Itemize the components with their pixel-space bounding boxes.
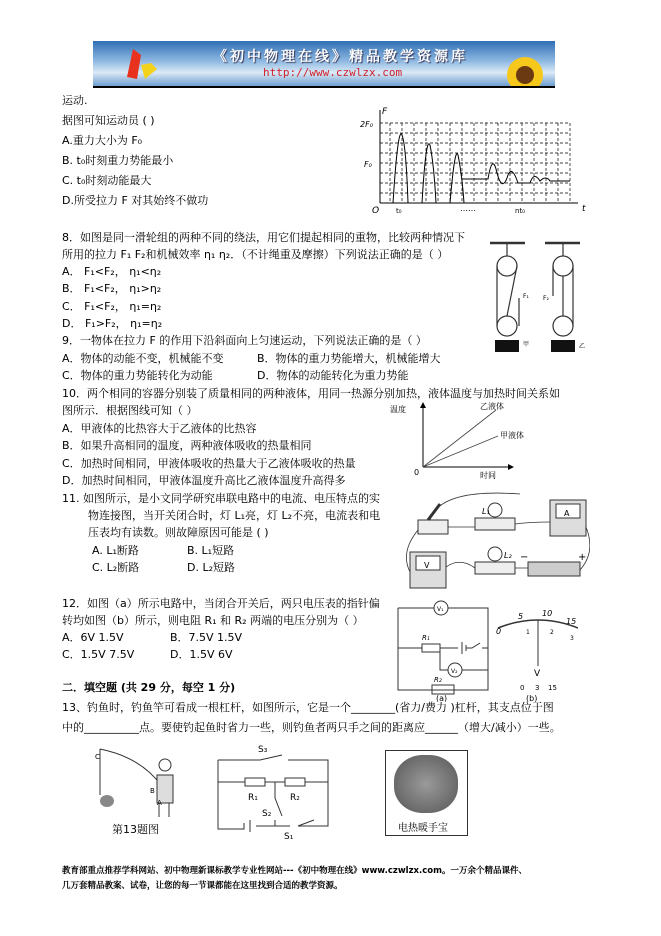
x-tick-nt0: nt₀ [515,207,525,215]
q11-stem-1: 11. 如图所示，是小文同学研究串联电路中的电流、电压特点的实 [62,492,380,505]
q7-option-c: C. t₀时刻动能最大 [62,174,152,187]
voltmeter-label: V [424,561,430,570]
q11-stem-3: 压表均有读数。则故障原因可能是 ( ) [88,526,269,539]
q9-stem: 9．一物体在拉力 F 的作用下沿斜面向上匀速运动，下列说法正确的是（ ） [62,334,427,347]
pulley-figure [485,238,595,356]
footer-line-2: 几万套精品教案、试卷，让您的每一节课都能在这里找到合适的教学资源。 [62,881,343,891]
y-tick-f0: F₀ [364,160,372,169]
q11-option-a: A. L₁断路 [92,544,139,557]
f2-label: F₂ [543,295,549,302]
q7-stem: 据图可知运动员 ( ) [62,114,155,127]
q8-stem-2: 所用的拉力 F₁ F₂和机械效率 η₁ η₂．（不计绳重及摩擦）下列说法正确的是（ ） [62,248,449,261]
scale-3: 3 [570,635,574,642]
q10-stem-1: 10．两个相同的容器分别装了质量相同的两种液体，用同一热源分别加热，液体温度与加热时间关系如 [62,387,560,400]
banner-title: 《初中物理在线》精品教学资源库 [213,49,468,65]
x-axis-label: t [582,204,586,214]
v2-label: V₂ [451,668,458,675]
q11-option-c: C. L₂断路 [92,561,140,574]
q13-stem-1: 13、钓鱼时，钓鱼竿可看成一根杠杆，如图所示，它是一个________(省力/费力 )杠杆，其支点位于图 [62,701,554,714]
q10-option-d: D．加热时间相同，甲液体温度升高比乙液体温度升高得多 [62,474,346,487]
f1-label: F₁ [523,293,529,300]
banner-url: http://www.czwlzx.com [263,66,403,79]
s1-label: S₁ [284,832,294,840]
point-c: C [95,753,100,761]
terminal-3: 3 [535,684,540,692]
series-label-jia: 甲液体 [500,431,524,440]
minus-label: − [520,552,529,563]
hand-warmer-caption: 电热暖手宝 [398,823,448,834]
x-tick-t0: t₀ [396,207,402,215]
q8-option-d: D． F₁>F₂， η₁=η₂ [62,317,163,330]
hand-warmer-image [385,750,468,836]
x-axis-label: 时间 [480,471,496,480]
point-b: B [150,787,155,795]
origin-label: 0 [414,468,420,477]
q12-option-b: B．7.5V 1.5V [170,631,243,644]
y-tick-2f0: 2F₀ [360,120,373,129]
jia-label: 甲 [523,341,530,348]
scale-5: 5 [518,612,524,621]
l2-label: L₂ [504,551,512,560]
q9-option-c: C．物体的重力势能转化为动能 [62,369,213,382]
q8-option-c: C． F₁<F₂， η₁=η₂ [62,300,162,313]
q7-option-b: B. t₀时刻重力势能最小 [62,154,174,167]
logo-icon [123,47,163,81]
scale-15: 15 [566,617,577,626]
q11-option-d: D. L₂短路 [187,561,236,574]
footer-line-1: 教育部重点推荐学科网站、初中物理新课标教学专业性网站---《初中物理在线》www.czwlzx.com。一万余个精品课件、 [62,866,527,876]
scale-0: 0 [496,627,502,636]
q12-option-c: C．1.5V 7.5V [62,648,135,661]
scale-2: 2 [550,629,554,636]
r2-label: R₂ [290,793,300,803]
q7-line: 运动. [62,94,88,107]
r1-label: R₁ [248,793,258,803]
q10-option-b: B．如果升高相同的温度，两种液体吸收的热量相同 [62,439,312,452]
y-axis-label: F [382,107,388,117]
section-2-title: 二．填空题 (共 29 分，每空 1 分) [62,681,236,694]
s2-label: S₂ [262,809,272,819]
point-a: A [157,799,162,807]
voltmeter-circuit-figure [378,598,578,702]
l1-label: L₁ [482,507,490,516]
q12-stem-2: 转均如图（b）所示，则电阻 R₁ 和 R₂ 两端的电压分别为（ ） [62,614,364,627]
series-circuit-figure [400,492,590,592]
switch-circuit-figure [210,740,330,840]
ammeter-label: A [564,509,570,518]
q10-option-a: A．甲液体的比热容大于乙液体的比热容 [62,422,257,435]
q9-option-b: B．物体的重力势能增大，机械能增大 [257,352,441,365]
terminal-15: 15 [548,684,557,692]
v1-label: V₁ [437,606,444,613]
r1-label: R₁ [422,634,430,642]
q13-figure-caption: 第13题图 [112,823,159,836]
scale-10: 10 [542,609,553,618]
q10-stem-2: 图所示．根据图线可知（ ） [62,404,198,417]
fishing-figure [95,745,175,825]
q9-option-d: D．物体的动能转化为重力势能 [257,369,409,382]
temperature-time-graph [368,400,538,480]
q8-stem-1: 8．如图是同一滑轮组的两种不同的绕法，用它们提起相同的重物，比较两种情况下 [62,231,465,244]
s3-label: S₃ [258,745,268,755]
q7-option-d: D.所受拉力 F 对其始终不做功 [62,194,209,207]
q12-option-d: D．1.5V 6V [170,648,233,661]
q9-option-a: A．物体的动能不变，机械能不变 [62,352,224,365]
y-axis-label: 温度 [390,405,406,414]
caption-b: (b) [526,694,538,702]
q11-stem-2: 物连接图，当开关闭合时，灯 L₁亮，灯 L₂不亮，电流表和电 [88,509,381,522]
force-time-graph [360,105,590,217]
unit-label: V [534,669,541,679]
q7-option-a: A.重力大小为 F₀ [62,134,143,147]
hand-warmer-icon [394,755,458,813]
q10-option-c: C．加热时间相同，甲液体吸收的热量大于乙液体吸收的热量 [62,457,356,470]
sunflower-icon [493,55,555,88]
q12-stem-1: 12．如图（a）所示电路中，当闭合开关后，两只电压表的指针偏 [62,597,380,610]
q13-stem-2: 中的__________点。要使钓起鱼时省力一些，则钓鱼者两只手之间的距离应______（增大/减小）一些。 [62,721,561,734]
r2-label: R₂ [434,676,442,684]
series-label-yi: 乙液体 [480,402,504,411]
caption-a: (a) [436,694,448,702]
ellipsis: …… [460,204,476,213]
yi-label: 乙 [579,343,586,350]
scale-1: 1 [526,629,530,636]
site-banner [93,41,555,88]
origin-label: O [372,206,380,216]
q11-option-b: B. L₁短路 [187,544,235,557]
terminal-0: 0 [520,684,525,692]
q8-option-b: B． F₁<F₂， η₁>η₂ [62,282,162,295]
plus-label: + [578,552,587,563]
q12-option-a: A．6V 1.5V [62,631,124,644]
q8-option-a: A． F₁<F₂， η₁<η₂ [62,265,162,278]
